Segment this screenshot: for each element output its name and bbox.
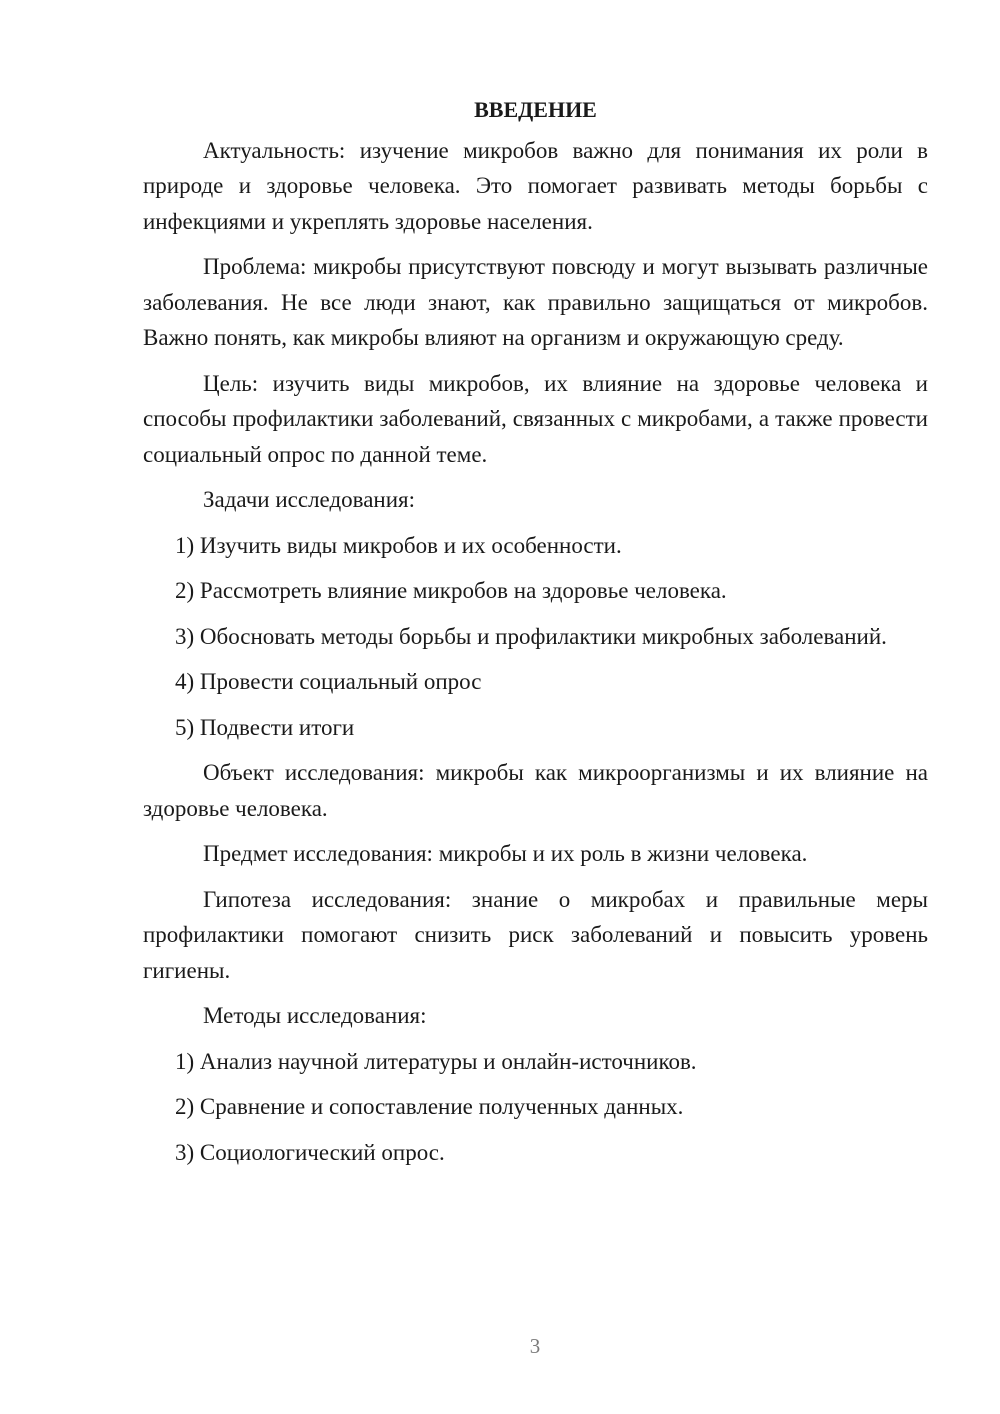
page-number: 3 <box>529 1334 541 1358</box>
task-item-1: 1) Изучить виды микробов и их особенности. <box>175 532 622 558</box>
method-item-2: 2) Сравнение и сопоставление полученных данных. <box>175 1094 684 1119</box>
methods-title: Методы исследования: <box>203 1003 427 1028</box>
document-body <box>143 92 928 1180</box>
problem-paragraph: Проблема: микробы присутствуют повсюду и могут вызывать различные заболевания. Не все люди знают, как правильно защищаться от микробов. Важно понять, как микробы влияют на организм и окружающую среду. <box>143 254 928 350</box>
task-item-2: 2) Рассмотреть влияние микробов на здоровье человека. <box>175 578 727 603</box>
object-paragraph: Объект исследования: микробы как микроорганизмы и их влияние на здоровье человека. <box>143 760 928 821</box>
method-item-3: 3) Социологический опрос. <box>175 1139 445 1165</box>
task-item-4: 4) Провести социальный опрос <box>175 669 482 694</box>
task-item-3: 3) Обосновать методы борьбы и профилактики микробных заболеваний. <box>175 623 887 649</box>
method-item-1: 1) Анализ научной литературы и онлайн-источников. <box>175 1048 697 1074</box>
page-title: ВВЕДЕНИЕ <box>474 97 597 122</box>
subject-paragraph: Предмет исследования: микробы и их роль в жизни человека. <box>203 841 808 866</box>
tasks-title: Задачи исследования: <box>203 487 416 512</box>
task-item-5: 5) Подвести итоги <box>175 714 355 740</box>
goal-paragraph: Цель: изучить виды микробов, их влияние на здоровье человека и способы профилактики заболеваний, связанных с микробами, а также провести социальный опрос по данной теме. <box>143 370 928 467</box>
relevance-paragraph: Актуальность: изучение микробов важно для понимания их роли в природе и здоровье человека. Это помогает развивать методы борьбы с инфекциями и укреплять здоровье населения. <box>143 137 928 234</box>
hypothesis-paragraph: Гипотеза исследования: знание о микробах и правильные меры профилактики помогают снизить риск заболеваний и повысить уровень гигиены. <box>143 886 928 983</box>
